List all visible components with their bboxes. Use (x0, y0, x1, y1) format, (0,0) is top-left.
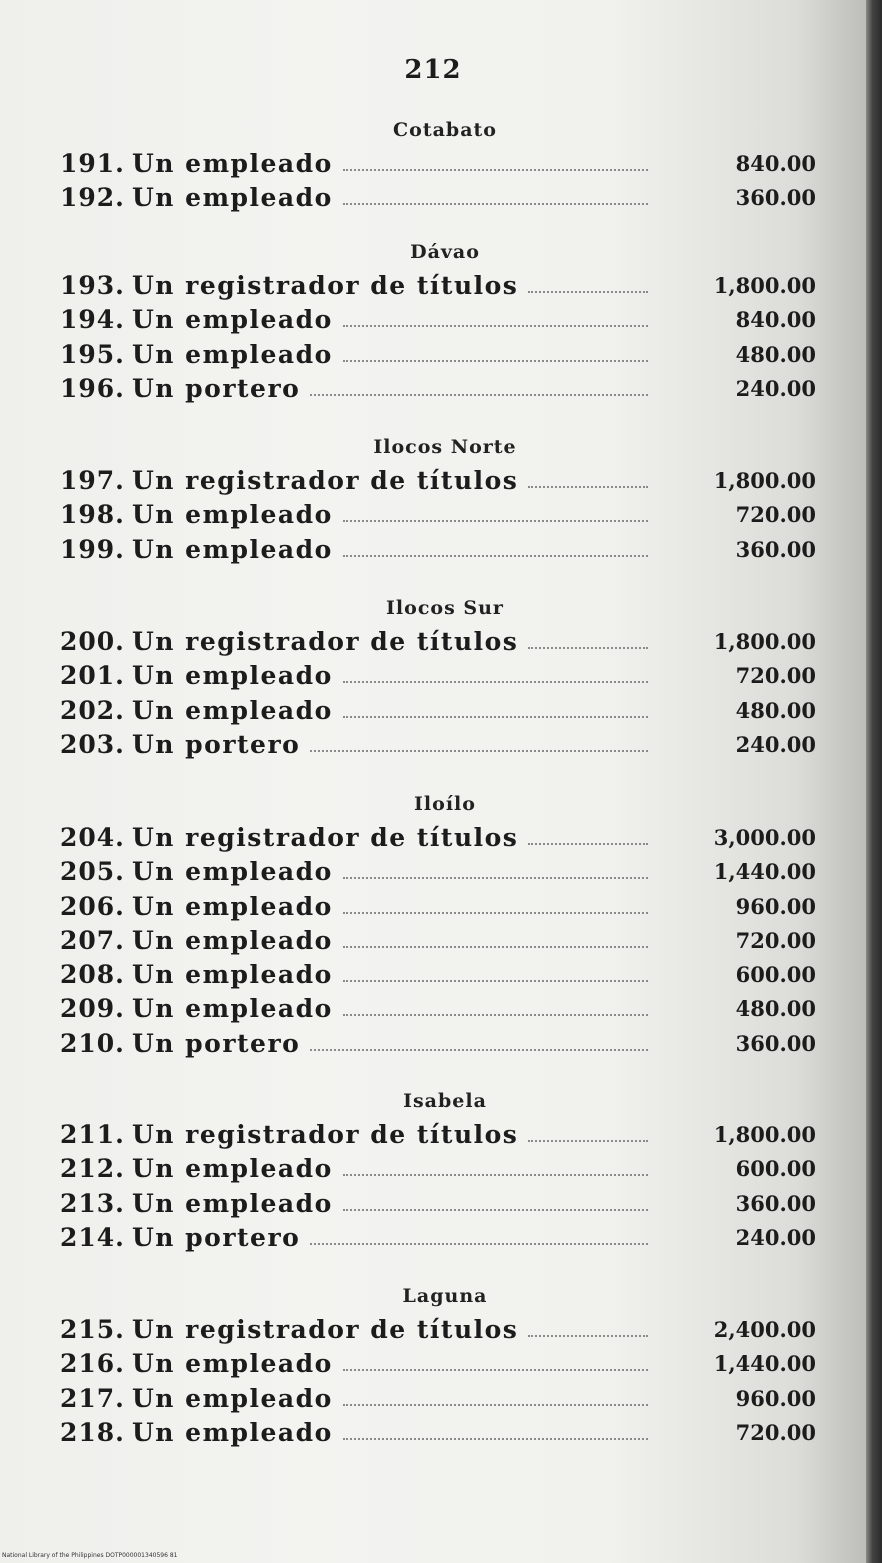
entry-amount: 360.00 (735, 1190, 816, 1216)
page-number: 212 (404, 55, 462, 85)
entry-number: 208. (60, 960, 125, 990)
dot-leader (343, 1438, 648, 1440)
dot-leader (528, 647, 648, 649)
entry-amount: 960.00 (735, 1385, 816, 1411)
entry-row (0, 181, 866, 215)
section (0, 1279, 866, 1450)
entry-amount: 240.00 (735, 375, 816, 401)
entry-number: 206. (60, 891, 125, 921)
entry-description: Un empleado (132, 500, 333, 530)
entry-number: 191. (60, 149, 125, 178)
entry-row (0, 498, 866, 532)
entry-number: 215. (60, 1315, 125, 1344)
entry-number: 200. (60, 627, 125, 656)
entry-description: Un empleado (132, 994, 333, 1024)
entry-number: 202. (60, 695, 125, 725)
entry-description: Un empleado (132, 857, 333, 887)
section-title: Iloílo (414, 793, 476, 815)
entry-amount: 1,800.00 (713, 273, 816, 298)
entry-row (0, 1416, 866, 1450)
entry-description: Un portero (132, 1222, 301, 1252)
entry-description: Un empleado (132, 891, 333, 921)
entry-number: 199. (60, 534, 125, 564)
dot-leader (343, 1014, 648, 1016)
entry-number: 204. (60, 823, 125, 852)
dot-leader (528, 291, 648, 293)
entry-amount: 240.00 (735, 1224, 816, 1250)
dot-leader (310, 1243, 648, 1245)
section-title: Ilocos Sur (386, 597, 504, 619)
entry-number: 195. (60, 339, 125, 369)
dot-leader (343, 877, 648, 879)
dot-leader (528, 843, 648, 845)
entry-number: 211. (60, 1120, 125, 1149)
entry-row (0, 992, 866, 1026)
entry-row (0, 890, 866, 924)
dot-leader (343, 520, 648, 522)
entry-row (0, 1313, 866, 1347)
entry-number: 198. (60, 500, 125, 530)
entry-amount: 600.00 (735, 1156, 816, 1182)
entry-row (0, 269, 866, 303)
entry-amount: 720.00 (735, 663, 816, 689)
entry-number: 216. (60, 1349, 125, 1379)
entry-number: 213. (60, 1188, 125, 1218)
entry-number: 207. (60, 925, 125, 955)
entry-description: Un empleado (132, 339, 333, 369)
entry-row (0, 1118, 866, 1152)
entry-number: 209. (60, 994, 125, 1024)
entry-description: Un empleado (132, 534, 333, 564)
entry-number: 212. (60, 1154, 125, 1184)
dot-leader (343, 681, 648, 683)
page-edge-shadow (866, 0, 882, 1563)
entry-number: 201. (60, 661, 125, 691)
dot-leader (343, 203, 648, 205)
dot-leader (343, 980, 648, 982)
dot-leader (343, 716, 648, 718)
section-title: Cotabato (393, 119, 497, 141)
entry-description: Un portero (132, 729, 301, 759)
section-title: Dávao (410, 241, 480, 263)
section-title: Isabela (403, 1090, 487, 1112)
entry-amount: 360.00 (735, 536, 816, 562)
dot-leader (343, 325, 648, 327)
entry-number: 197. (60, 466, 125, 495)
entry-row (0, 372, 866, 406)
entry-row (0, 1221, 866, 1255)
entry-amount: 840.00 (735, 307, 816, 333)
entry-amount: 720.00 (735, 1419, 816, 1445)
section-title: Laguna (402, 1285, 488, 1307)
entry-amount: 1,800.00 (713, 468, 816, 493)
dot-leader (528, 486, 648, 488)
section (0, 235, 866, 406)
entry-row (0, 924, 866, 958)
entry-description: Un empleado (132, 305, 333, 335)
section (0, 430, 866, 567)
entry-amount: 1,440.00 (713, 1351, 816, 1377)
section-title: Ilocos Norte (373, 436, 517, 458)
entry-amount: 480.00 (735, 341, 816, 367)
entry-amount: 1,800.00 (713, 629, 816, 654)
dot-leader (310, 750, 648, 752)
entry-description: Un empleado (132, 1383, 333, 1413)
entry-amount: 720.00 (735, 502, 816, 528)
entry-row (0, 728, 866, 762)
entry-amount: 2,400.00 (713, 1317, 816, 1342)
entry-number: 193. (60, 271, 125, 300)
entry-number: 196. (60, 373, 125, 403)
entry-row (0, 694, 866, 728)
entry-number: 192. (60, 183, 125, 213)
entry-row (0, 1382, 866, 1416)
dot-leader (343, 912, 648, 914)
entry-description: Un empleado (132, 1188, 333, 1218)
entry-description: Un empleado (132, 183, 333, 213)
entry-description: Un empleado (132, 1417, 333, 1447)
dot-leader (310, 394, 648, 396)
entry-amount: 480.00 (735, 996, 816, 1022)
entry-description: Un empleado (132, 1349, 333, 1379)
entry-description: Un empleado (132, 149, 333, 178)
dot-leader (343, 1404, 648, 1406)
entry-description: Un empleado (132, 960, 333, 990)
entry-description: Un empleado (132, 1154, 333, 1184)
dot-leader (343, 1174, 648, 1176)
dot-leader (343, 1369, 648, 1371)
entry-number: 203. (60, 729, 125, 759)
entry-description: Un registrador de títulos (132, 823, 519, 852)
dot-leader (310, 1049, 648, 1051)
dot-leader (343, 555, 648, 557)
entry-amount: 720.00 (735, 927, 816, 953)
entry-number: 218. (60, 1417, 125, 1447)
entry-description: Un registrador de títulos (132, 1120, 519, 1149)
entry-row (0, 855, 866, 889)
entry-number: 194. (60, 305, 125, 335)
dot-leader (343, 169, 648, 171)
dot-leader (343, 1209, 648, 1211)
entry-description: Un registrador de títulos (132, 1315, 519, 1344)
entry-amount: 3,000.00 (713, 825, 816, 850)
dot-leader (343, 360, 648, 362)
entry-description: Un registrador de títulos (132, 466, 519, 495)
entry-row (0, 821, 866, 855)
entry-row (0, 338, 866, 372)
entry-number: 217. (60, 1383, 125, 1413)
entry-amount: 480.00 (735, 697, 816, 723)
dot-leader (343, 946, 648, 948)
entry-description: Un empleado (132, 661, 333, 691)
entry-amount: 1,440.00 (713, 859, 816, 885)
entry-row (0, 1347, 866, 1381)
entry-row (0, 1027, 866, 1061)
entry-description: Un empleado (132, 695, 333, 725)
section (0, 591, 866, 762)
entry-row (0, 464, 866, 498)
entry-description: Un portero (132, 373, 301, 403)
entry-row (0, 303, 866, 337)
dot-leader (528, 1140, 648, 1142)
entry-description: Un portero (132, 1028, 301, 1058)
section (0, 113, 866, 216)
entry-row (0, 1187, 866, 1221)
entry-amount: 360.00 (735, 185, 816, 211)
entry-amount: 840.00 (735, 151, 816, 176)
entry-number: 210. (60, 1028, 125, 1058)
footer-note: National Library of the Philippines DOTP000001340596 81 (2, 1552, 178, 1559)
entry-description: Un registrador de títulos (132, 271, 519, 300)
entry-row (0, 533, 866, 567)
entry-amount: 360.00 (735, 1030, 816, 1056)
entry-row (0, 147, 866, 181)
entry-row (0, 958, 866, 992)
entry-row (0, 625, 866, 659)
entry-description: Un empleado (132, 925, 333, 955)
section (0, 787, 866, 1061)
dot-leader (528, 1335, 648, 1337)
entry-amount: 960.00 (735, 893, 816, 919)
entry-number: 205. (60, 857, 125, 887)
entry-row (0, 659, 866, 693)
entry-row (0, 1152, 866, 1186)
entry-description: Un registrador de títulos (132, 627, 519, 656)
entry-amount: 600.00 (735, 962, 816, 988)
section (0, 1084, 866, 1255)
entry-amount: 240.00 (735, 731, 816, 757)
entry-number: 214. (60, 1222, 125, 1252)
entry-amount: 1,800.00 (713, 1122, 816, 1147)
